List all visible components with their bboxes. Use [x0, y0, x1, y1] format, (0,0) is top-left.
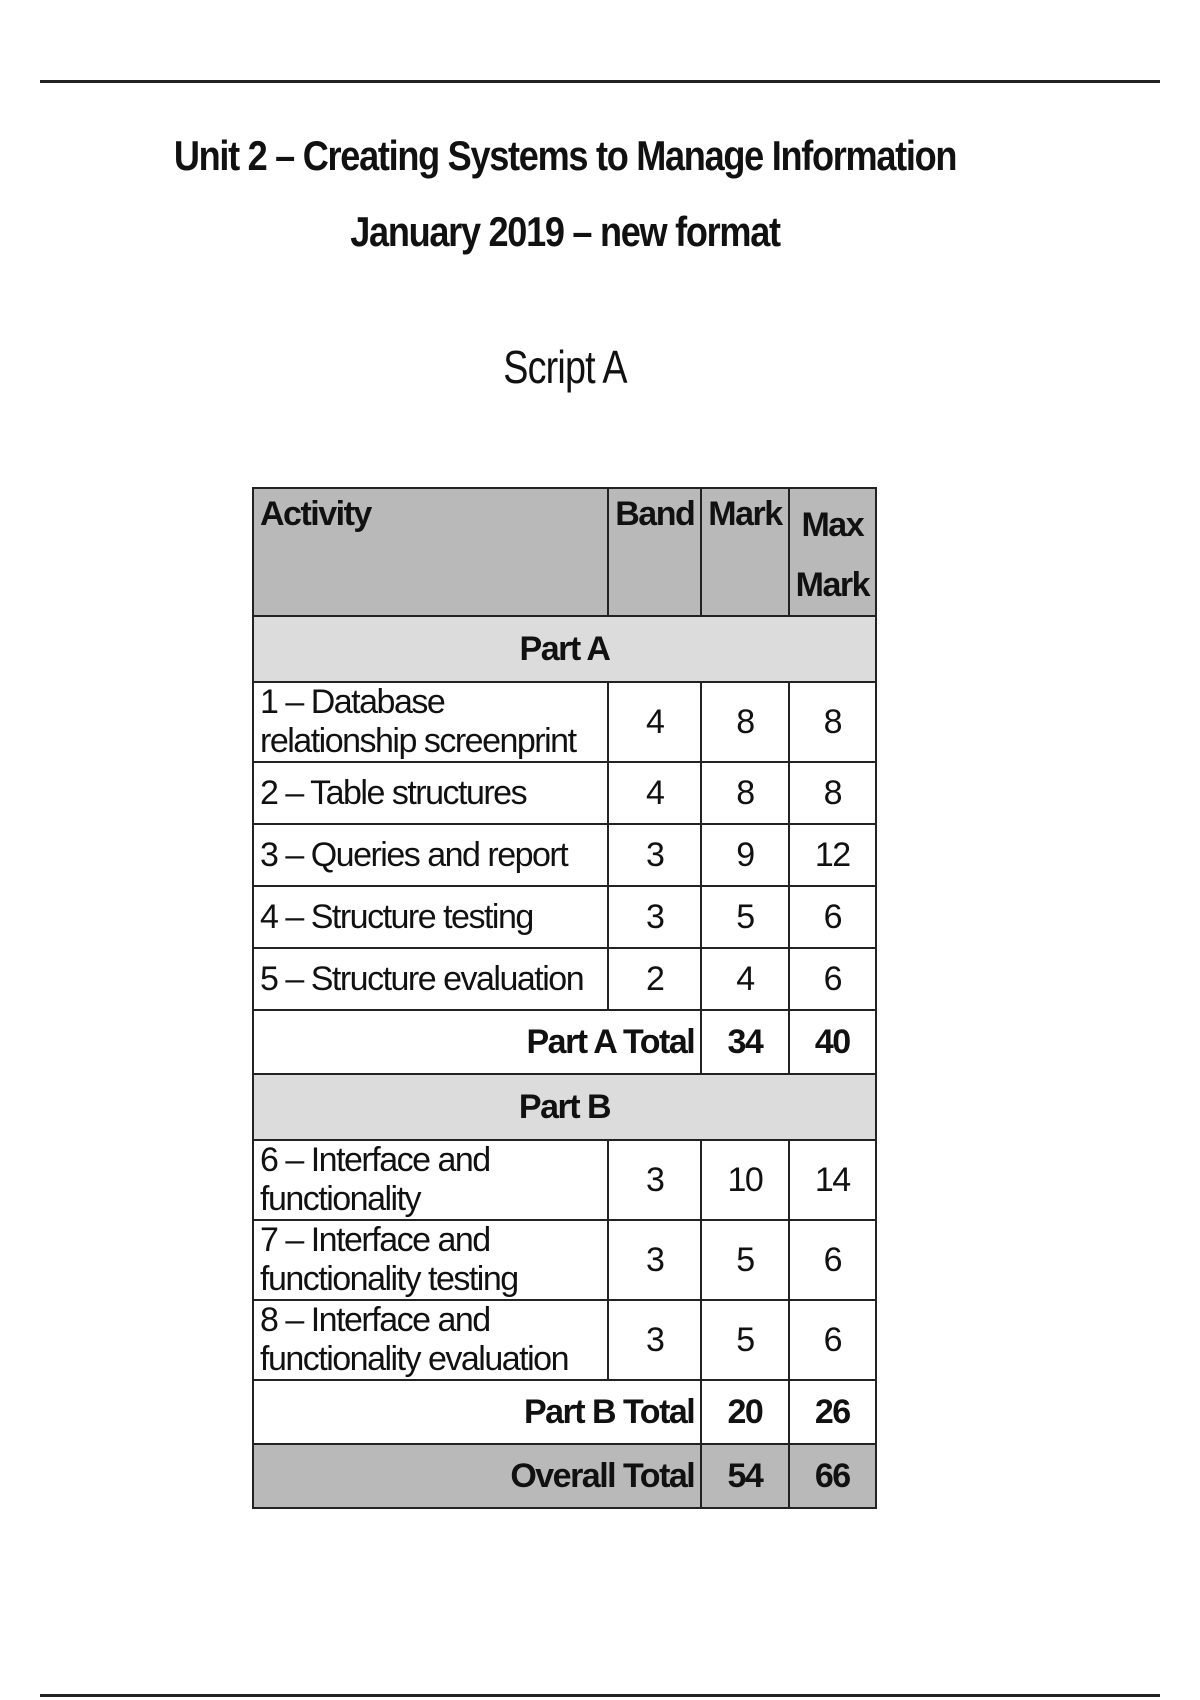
- bottom-rule: [40, 1694, 1160, 1697]
- table-row: [253, 1140, 876, 1220]
- top-rule: [40, 80, 1160, 83]
- activity-cell: 7 – Interface and functionality testing: [253, 1220, 608, 1300]
- section-label: Part B: [253, 1074, 876, 1140]
- max-mark-cell: 8: [789, 682, 876, 762]
- activity-cell: 2 – Table structures: [253, 762, 608, 824]
- band-cell: 3: [608, 1300, 701, 1380]
- mark-cell: 5: [701, 886, 788, 948]
- table-row: [253, 1220, 876, 1300]
- max-mark-cell: 8: [789, 762, 876, 824]
- mark-cell: 5: [701, 1300, 788, 1380]
- title-block: [0, 118, 1130, 270]
- band-cell: 4: [608, 682, 701, 762]
- total-max-mark: 26: [789, 1380, 876, 1444]
- activity-cell: 1 – Database relationship screenprint: [253, 682, 608, 762]
- total-mark: 34: [701, 1010, 788, 1074]
- section-part-b: [253, 1074, 876, 1140]
- max-mark-cell: 6: [789, 1300, 876, 1380]
- max-mark-cell: 6: [789, 886, 876, 948]
- overall-total-mark: 54: [701, 1444, 788, 1508]
- activity-cell: 4 – Structure testing: [253, 886, 608, 948]
- activity-cell: 6 – Interface and functionality: [253, 1140, 608, 1220]
- section-label: Part A: [253, 616, 876, 682]
- header-band: Band: [608, 488, 701, 616]
- band-cell: 4: [608, 762, 701, 824]
- overall-total-row: [253, 1444, 876, 1508]
- band-cell: 3: [608, 824, 701, 886]
- max-mark-cell: 12: [789, 824, 876, 886]
- max-mark-cell: 6: [789, 948, 876, 1010]
- table-row: [253, 762, 876, 824]
- total-mark: 20: [701, 1380, 788, 1444]
- total-label: Part A Total: [253, 1010, 701, 1074]
- overall-total-label: Overall Total: [253, 1444, 701, 1508]
- script-label: Script A: [503, 341, 627, 393]
- mark-cell: 10: [701, 1140, 788, 1220]
- mark-cell: 4: [701, 948, 788, 1010]
- header-max-mark: Max Mark: [789, 488, 876, 616]
- max-mark-cell: 6: [789, 1220, 876, 1300]
- mark-cell: 5: [701, 1220, 788, 1300]
- table-row: [253, 1300, 876, 1380]
- table-row: [253, 824, 876, 886]
- overall-total-max-mark: 66: [789, 1444, 876, 1508]
- part-a-total-row: [253, 1010, 876, 1074]
- mark-cell: 8: [701, 762, 788, 824]
- band-cell: 3: [608, 1220, 701, 1300]
- header-activity: Activity: [253, 488, 608, 616]
- part-b-total-row: [253, 1380, 876, 1444]
- document-title: Unit 2 – Creating Systems to Manage Information: [173, 132, 957, 179]
- activity-cell: 5 – Structure evaluation: [253, 948, 608, 1010]
- total-label: Part B Total: [253, 1380, 701, 1444]
- mark-cell: 9: [701, 824, 788, 886]
- table-row: [253, 682, 876, 762]
- activity-cell: 3 – Queries and report: [253, 824, 608, 886]
- header-mark: Mark: [701, 488, 788, 616]
- table-row: [253, 948, 876, 1010]
- table-row: [253, 886, 876, 948]
- mark-cell: 8: [701, 682, 788, 762]
- band-cell: 2: [608, 948, 701, 1010]
- section-part-a: [253, 616, 876, 682]
- marks-table: [252, 487, 877, 1509]
- activity-cell: 8 – Interface and functionality evaluation: [253, 1300, 608, 1380]
- total-max-mark: 40: [789, 1010, 876, 1074]
- document-subtitle: January 2019 – new format: [350, 208, 780, 255]
- band-cell: 3: [608, 886, 701, 948]
- table-header-row: [253, 488, 876, 616]
- band-cell: 3: [608, 1140, 701, 1220]
- max-mark-cell: 14: [789, 1140, 876, 1220]
